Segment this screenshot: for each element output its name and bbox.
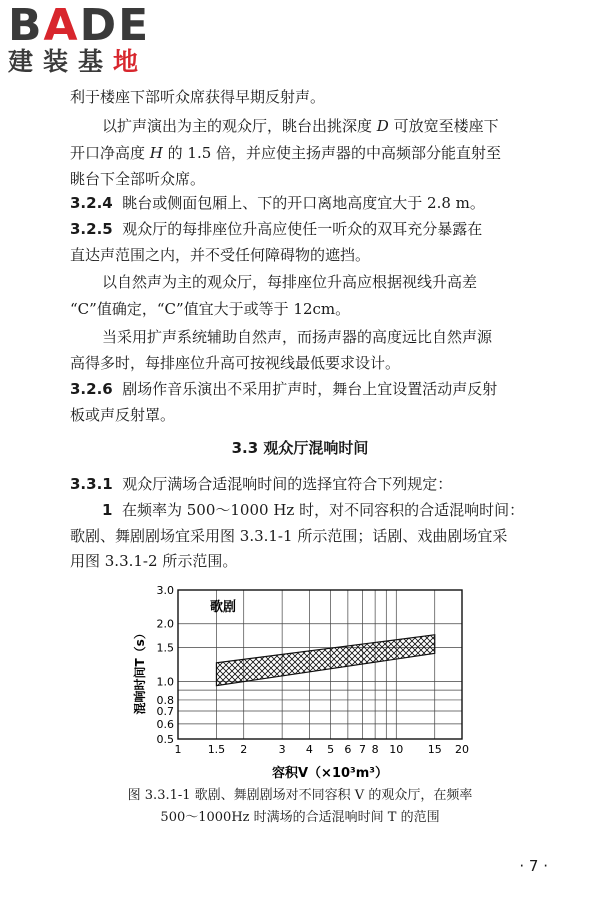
text-line: 眺台下全部听众席。 bbox=[70, 170, 206, 188]
figure-caption-line1: 图 3.3.1-1 歌剧、舞剧剧场对不同容积 V 的观众厅，在频率 bbox=[127, 788, 473, 803]
item-1: 1 在频率为 500～1000 Hz 时，对不同容积的合适混响时间： bbox=[102, 501, 525, 519]
y-tick-label: 3.0 bbox=[156, 584, 174, 597]
figure-caption-line2: 500～1000Hz 时满场的合适混响时间 T 的范围 bbox=[160, 810, 440, 825]
clause-number: 3.2.4 bbox=[70, 194, 113, 212]
x-tick-label: 1.5 bbox=[207, 743, 226, 756]
text-line: 歌剧、舞剧剧场宜采用图 3.3.1-1 所示范围；话剧、戏曲剧场宜采 bbox=[70, 527, 508, 545]
text-line: 板或声反射罩。 bbox=[70, 406, 176, 424]
logo-brand-accent: A bbox=[43, 0, 80, 51]
logo-subtitle-part2: 地 bbox=[113, 47, 149, 76]
clause-3-3-1: 3.3.1 观众厅满场合适混响时间的选择宜符合下列规定： bbox=[70, 475, 453, 493]
reverberation-range-band bbox=[216, 635, 434, 686]
clause-3-2-6: 3.2.6 剧场作音乐演出不采用扩声时，舞台上宜设置活动声反射 bbox=[70, 380, 498, 398]
x-tick-label: 3 bbox=[278, 743, 286, 756]
text-line: “C”值确定，“C”值宜大于或等于 12cm。 bbox=[70, 300, 351, 318]
page-number: · 7 · bbox=[519, 857, 548, 875]
text-line: 用图 3.3.1-2 所示范围。 bbox=[70, 552, 238, 570]
x-tick-label: 15 bbox=[427, 743, 442, 756]
chart-y-axis-label: 混响时间T（s） bbox=[133, 627, 147, 715]
x-tick-label: 8 bbox=[371, 743, 379, 756]
text-line: 以扩声演出为主的观众厅，眺台出挑深度 D 可放宽至楼座下 bbox=[102, 117, 499, 135]
clause-3-2-4: 3.2.4 眺台或侧面包厢上、下的开口离地高度宜大于 2.8 m。 bbox=[70, 194, 485, 212]
x-tick-label: 10 bbox=[389, 743, 404, 756]
variable-h: H bbox=[149, 144, 163, 162]
y-tick-label: 1.0 bbox=[156, 675, 174, 689]
logo-brand bbox=[8, 2, 178, 50]
x-tick-label: 6 bbox=[344, 743, 352, 756]
chart-series-label: 歌剧 bbox=[210, 600, 237, 615]
y-tick-label: 0.7 bbox=[156, 705, 174, 719]
text-line: 高得多时，每排座位升高可按视线最低要求设计。 bbox=[70, 354, 401, 372]
logo bbox=[8, 2, 178, 76]
item-number: 1 bbox=[102, 501, 113, 519]
y-tick-label: 0.6 bbox=[156, 717, 174, 731]
logo-brand-suffix: DE bbox=[79, 0, 151, 51]
section-title: 3.3 观众厅混响时间 bbox=[231, 439, 369, 457]
chart-x-axis-label: 容积V（×10³m³） bbox=[272, 766, 388, 781]
logo-subtitle-part1: 建装基 bbox=[8, 47, 114, 76]
clause-number: 3.2.5 bbox=[70, 220, 113, 238]
x-tick-label: 7 bbox=[358, 743, 366, 756]
x-tick-label: 5 bbox=[327, 743, 335, 756]
x-tick-label: 4 bbox=[305, 743, 313, 756]
logo-brand-prefix: B bbox=[8, 0, 44, 51]
logo-subtitle bbox=[8, 48, 178, 76]
text-line: 开口净高度 H 的 1.5 倍，并应使主扬声器的中高频部分能直射至 bbox=[70, 144, 502, 162]
clause-number: 3.2.6 bbox=[70, 380, 113, 398]
y-tick-label: 2.0 bbox=[156, 617, 174, 631]
y-tick-label: 1.5 bbox=[156, 641, 174, 655]
x-tick-label: 20 bbox=[455, 743, 469, 756]
x-tick-label: 2 bbox=[240, 743, 248, 756]
reverberation-chart bbox=[100, 575, 520, 790]
y-tick-label: 0.5 bbox=[156, 733, 174, 746]
text-line: 利于楼座下部听众席获得早期反射声。 bbox=[70, 88, 326, 106]
x-tick-label: 1 bbox=[174, 743, 182, 756]
y-tick-label: 0.8 bbox=[156, 693, 174, 707]
text-line: 直达声范围之内，并不受任何障碍物的遮挡。 bbox=[70, 246, 371, 264]
text-line: 以自然声为主的观众厅，每排座位升高应根据视线升高差 bbox=[102, 273, 478, 291]
clause-3-2-5: 3.2.5 观众厅的每排座位升高应使任一听众的双耳充分暴露在 bbox=[70, 220, 483, 238]
text-line: 当采用扩声系统辅助自然声，而扬声器的高度远比自然声源 bbox=[102, 328, 493, 346]
variable-d: D bbox=[376, 117, 389, 135]
clause-number: 3.3.1 bbox=[70, 475, 113, 493]
